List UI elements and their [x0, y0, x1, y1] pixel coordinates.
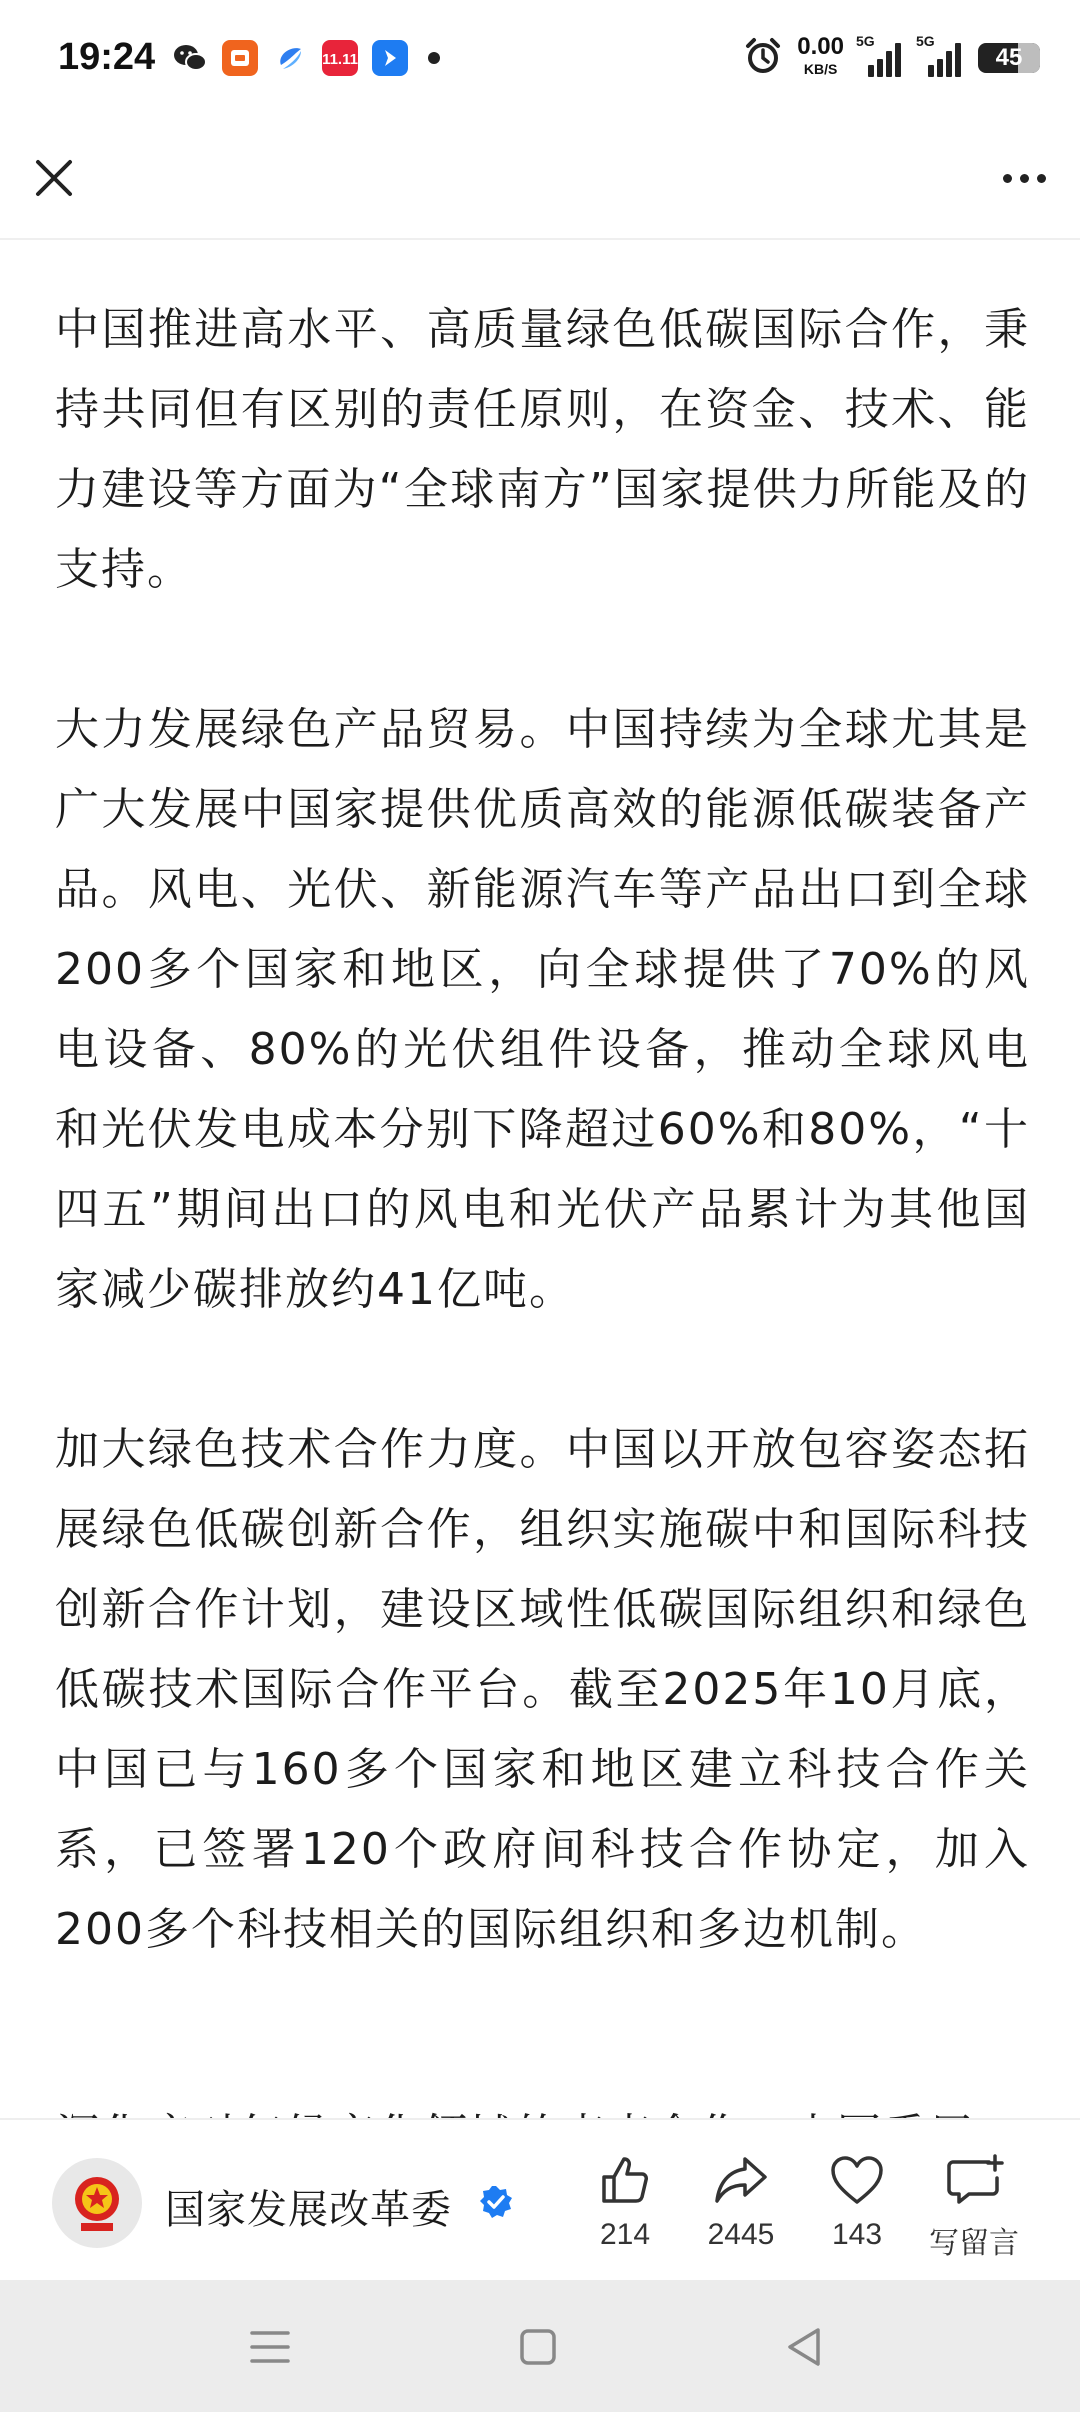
- share-button[interactable]: [681, 2150, 801, 2252]
- menu-icon: [248, 2327, 292, 2367]
- signal-2-label: 5G: [916, 33, 935, 49]
- notification-icons: [172, 40, 440, 76]
- system-icons: [743, 33, 1040, 80]
- national-emblem-icon: [57, 2163, 137, 2243]
- wechat-icon: [172, 40, 208, 76]
- share-icon: [713, 2153, 769, 2207]
- like-count: 214: [599, 2218, 651, 2251]
- alarm-icon: [743, 36, 783, 80]
- more-button[interactable]: [994, 148, 1054, 208]
- article-paragraph-1: 中国推进高水平、高质量绿色低碳国际合作，秉持共同但有区别的责任原则，在资金、技术、能力建设等方面为“全球南方”国家提供力所能及的支持。: [55, 304, 1030, 595]
- system-nav-bar: [0, 2280, 1080, 2412]
- status-time: 19:24: [58, 36, 156, 78]
- battery-level: 45: [995, 44, 1023, 71]
- favorite-button[interactable]: [797, 2150, 917, 2252]
- battery-icon: [978, 43, 1040, 73]
- comment-plus-icon: [945, 2154, 1003, 2206]
- article-body: [55, 290, 1030, 2050]
- author-name[interactable]: 国家发展改革委: [165, 2187, 452, 2233]
- author-avatar[interactable]: [52, 2158, 142, 2248]
- home-square-icon: [518, 2327, 558, 2367]
- app-blue-swirl-icon: [272, 40, 308, 76]
- write-comment-label: 写留言: [929, 2226, 1019, 2261]
- back-button[interactable]: [774, 2322, 834, 2372]
- svg-text:11.11: 11.11: [322, 51, 358, 68]
- signal-1-icon: [856, 33, 904, 77]
- article-partial-line: [55, 2090, 1030, 2120]
- network-speed-unit: KB/S: [803, 61, 838, 77]
- back-triangle-icon: [784, 2326, 824, 2368]
- home-button[interactable]: [508, 2322, 568, 2372]
- status-bar: [0, 0, 1080, 120]
- action-bar: [0, 2118, 1080, 2282]
- close-button[interactable]: [24, 148, 84, 208]
- verified-badge-icon: [478, 2184, 514, 2220]
- more-notifications-dot: [428, 52, 440, 64]
- menu-button[interactable]: [240, 2322, 300, 2372]
- top-nav: [0, 120, 1080, 240]
- thumbs-up-icon: [598, 2153, 652, 2207]
- heart-icon: [829, 2154, 885, 2206]
- signal-1-label: 5G: [856, 33, 875, 49]
- tmall-1111-icon: [322, 40, 358, 76]
- close-icon: [32, 156, 76, 200]
- app-orange-icon: [222, 40, 258, 76]
- app-blue-arrow-icon: [372, 40, 408, 76]
- article-paragraph-3: 加大绿色技术合作力度。中国以开放包容姿态拓展绿色低碳创新合作，组织实施碳中和国际科技创新合作计划，建设区域性低碳国际组织和绿色低碳技术国际合作平台。截至2025年10月底，中国已与160多个国家和地区建立科技合作关系，已签署120个政府间科技合作协定，加入200多个科技相关的国际组织和多边机制。: [55, 1424, 1030, 1955]
- like-button[interactable]: [565, 2150, 685, 2252]
- write-comment-button[interactable]: [914, 2150, 1034, 2262]
- network-speed: [797, 33, 844, 80]
- article-paragraph-2: 大力发展绿色产品贸易。中国持续为全球尤其是广大发展中国家提供优质高效的能源低碳装备产品。风电、光伏、新能源汽车等产品出口到全球200多个国家和地区，向全球提供了70%的风电设备、80%的光伏组件设备，推动全球风电和光伏发电成本分别下降超过60%和80%，“十四五”期间出口的风电和光伏产品累计为其他国家减少碳排放约41亿吨。: [55, 704, 1030, 1315]
- favorite-count: 143: [831, 2218, 883, 2251]
- signal-2-icon: [916, 33, 964, 77]
- network-speed-value: 0.00: [797, 33, 844, 60]
- share-count: 2445: [707, 2218, 775, 2251]
- more-icon: [1003, 174, 1012, 183]
